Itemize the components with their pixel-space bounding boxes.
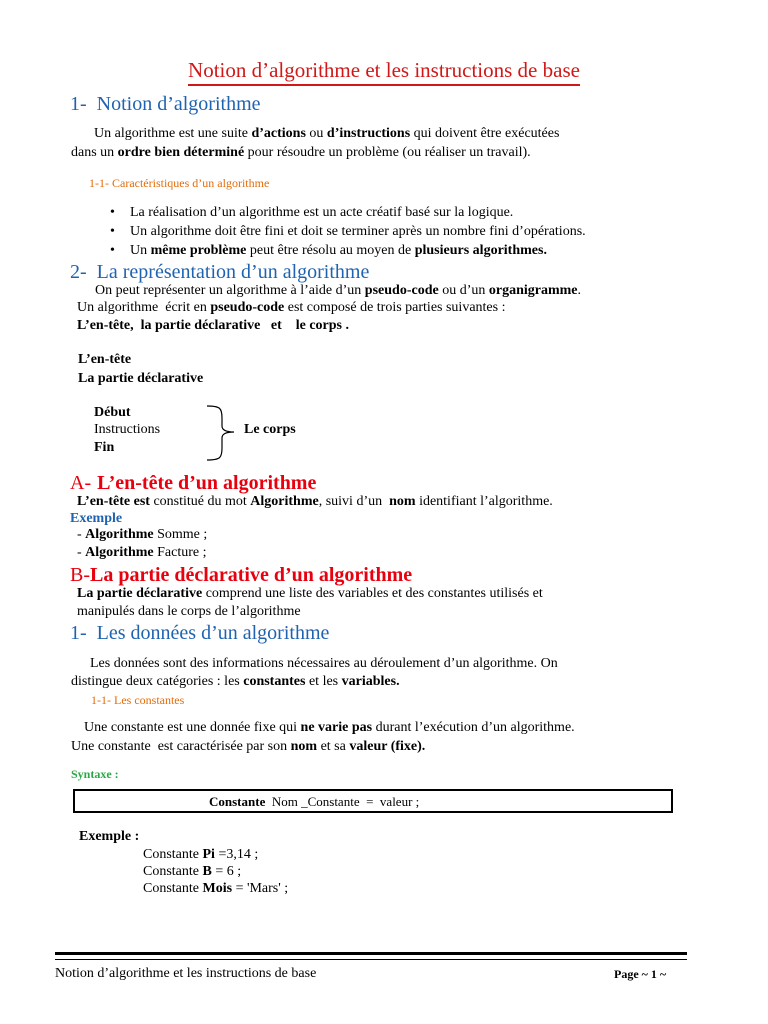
text-run: qui doivent être exécutées [410, 126, 560, 141]
bold-run: plusieurs algorithmes. [414, 243, 547, 258]
paragraph-three-parts: L’en-tête, la partie déclarative et le corps . [77, 318, 350, 333]
bold-run: valeur (fixe). [349, 739, 426, 754]
bold-run: pseudo-code [364, 283, 439, 298]
text-run: . [577, 283, 582, 298]
exemple-constantes-label: Exemple : [79, 829, 140, 844]
curly-brace-icon [200, 400, 250, 468]
caracteristiques-list [106, 203, 586, 260]
structure-debut: Début [94, 405, 131, 420]
exemple-line [77, 545, 206, 561]
syntaxe-label: Syntaxe : [71, 767, 119, 781]
text-run: dans un [71, 145, 118, 160]
paragraph-definition-line1 [94, 126, 559, 142]
bold-run: ordre bien déterminé [117, 145, 245, 160]
text-run: Somme ; [153, 527, 208, 542]
text-run: constitué du mot [149, 494, 251, 509]
exemple-line [77, 527, 207, 543]
paragraph-entete [77, 494, 553, 510]
structure-entete: L’en-tête [78, 352, 132, 367]
text-run: distingue deux catégories : les [71, 674, 244, 689]
heading-letter: B- [70, 564, 90, 586]
text-run: On peut représenter un algorithme à l’aide d’un [95, 283, 365, 298]
text-run: Nom _Constante = valeur ; [265, 794, 420, 809]
text-run: est composé de trois parties suivantes : [284, 300, 506, 315]
page-title-text: Notion d’algorithme et les instructions de base [188, 58, 580, 86]
heading-text: La partie déclarative d’un algorithme [90, 564, 413, 586]
page-number: Page ~ 1 ~ [614, 967, 667, 981]
bold-run: La partie déclarative [77, 586, 203, 601]
bold-run: Algorithme [85, 545, 154, 560]
section-heading-donnees: 1- Les données d’un algorithme [70, 622, 330, 644]
bold-run: nom [290, 739, 318, 754]
section-heading-entete [70, 472, 316, 495]
text-run: Une constante est une donnée fixe qui [84, 720, 301, 735]
section-heading-notion: 1- Notion d’algorithme [70, 93, 261, 115]
text-run: Constante [143, 864, 203, 879]
structure-corps-label: Le corps [244, 422, 296, 437]
text-run: - [77, 527, 86, 542]
list-item [106, 222, 586, 241]
bold-run: organigramme [488, 283, 578, 298]
bold-run: même problème [150, 243, 247, 258]
exemple-line [143, 864, 241, 880]
structure-instructions: Instructions [94, 422, 161, 437]
text-run: = 6 ; [211, 864, 242, 879]
structure-declarative: La partie déclarative [78, 371, 204, 386]
exemple-line [143, 847, 258, 863]
text-run: Facture ; [153, 545, 207, 560]
paragraph-declarative-line1 [77, 586, 543, 602]
bold-run: Pi [202, 847, 215, 862]
bold-run: Mois [202, 881, 233, 896]
bold-run: ne varie pas [300, 720, 373, 735]
text-run: ou d’un [438, 283, 489, 298]
paragraph-donnees-line1: Les données sont des informations nécessaires au déroulement d’un algorithme. On [90, 656, 558, 671]
text-run: = 'Mars' ; [232, 881, 289, 896]
section-heading-declarative [70, 564, 412, 587]
paragraph-definition-line2 [71, 145, 531, 161]
text-run: - [77, 545, 86, 560]
text-run: peut être résolu au moyen de [246, 243, 415, 258]
text-run: pour résoudre un problème (ou réaliser un travail). [244, 145, 531, 160]
footer-title: Notion d’algorithme et les instructions de base [55, 966, 317, 981]
bold-run: Constante [209, 794, 266, 809]
text-run: Constante [143, 847, 203, 862]
bold-run: variables. [341, 674, 400, 689]
text-run: Un algorithme écrit en [77, 300, 211, 315]
exemple-label: Exemple [70, 511, 123, 526]
paragraph-constante-line1 [84, 720, 575, 736]
structure-fin: Fin [94, 440, 115, 455]
bold-run: d’actions [251, 126, 306, 141]
list-item [106, 203, 586, 222]
subheading-constantes: 1-1- Les constantes [91, 693, 185, 707]
bold-run: pseudo-code [210, 300, 285, 315]
text-run: comprend une liste des variables et des constantes utilisés et [202, 586, 543, 601]
bold-run: B [202, 864, 212, 879]
heading-text: L’en-tête d’un algorithme [97, 472, 317, 494]
text-run: , suivi d’un [318, 494, 390, 509]
text-run: Constante [143, 881, 203, 896]
paragraph-donnees-line2 [71, 674, 400, 690]
page-title [0, 58, 768, 83]
bold-run: L’en-tête est [77, 494, 150, 509]
paragraph-constante-line2 [71, 739, 425, 755]
bold-run: Algorithme [250, 494, 319, 509]
footer-divider [55, 952, 687, 955]
bold-run: d’instructions [326, 126, 411, 141]
heading-letter: A- [70, 472, 92, 494]
text-run: Un [130, 243, 151, 258]
text-run: ou [305, 126, 327, 141]
text-run: La réalisation d’un algorithme est un acte créatif basé sur la logique. [130, 205, 514, 220]
text-run: et sa [317, 739, 350, 754]
text-run: Une constante est caractérisée par son [71, 739, 291, 754]
paragraph-representation [95, 283, 581, 299]
bold-run: nom [389, 494, 416, 509]
paragraph-pseudo-code [77, 300, 505, 316]
footer-divider-thin [55, 959, 687, 960]
text-run: =3,14 ; [214, 847, 259, 862]
text-run: identifiant l’algorithme. [415, 494, 553, 509]
paragraph-declarative-line2: manipulés dans le corps de l’algorithme [77, 604, 301, 619]
text-run: Un algorithme doit être fini et doit se terminer après un nombre fini d’opérations. [130, 224, 586, 239]
section-heading-representation: 2- La représentation d’un algorithme [70, 261, 370, 283]
text-run: et les [305, 674, 342, 689]
subheading-caracteristiques: 1-1- Caractéristiques d’un algorithme [89, 176, 270, 190]
syntax-line [209, 794, 419, 810]
bold-run: Algorithme [85, 527, 154, 542]
list-item [106, 241, 586, 260]
text-run: Un algorithme est une suite [94, 126, 252, 141]
bold-run: constantes [243, 674, 306, 689]
text-run: durant l’exécution d’un algorithme. [372, 720, 575, 735]
exemple-line [143, 881, 288, 897]
